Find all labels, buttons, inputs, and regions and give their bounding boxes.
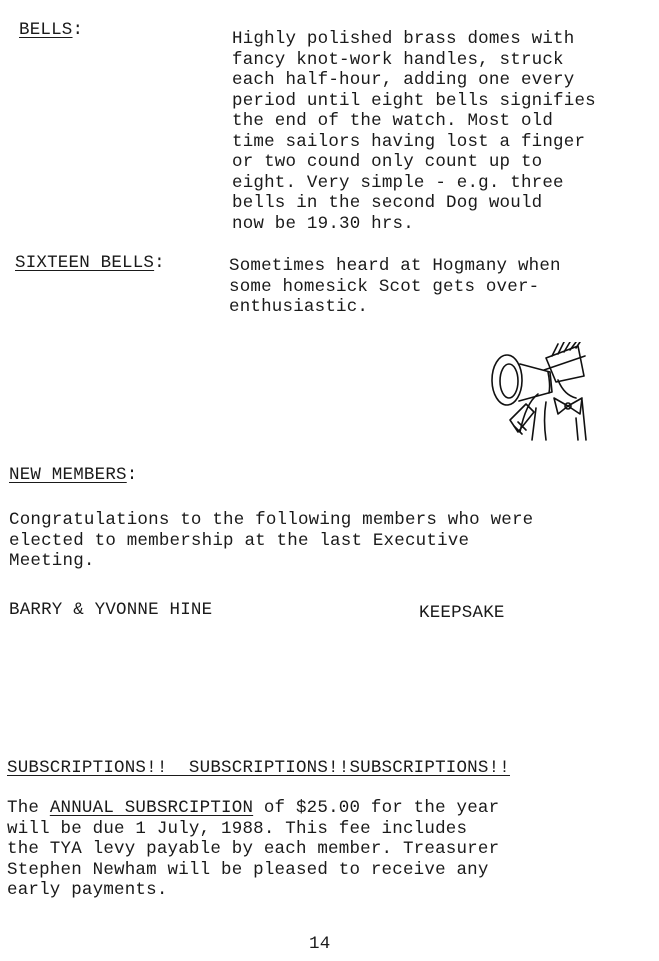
bells-heading-colon: : — [72, 20, 84, 40]
cartoon-bugler-icon — [486, 342, 592, 442]
subscriptions-text-prefix: The — [7, 798, 50, 818]
sixteen-bells-heading-text: SIXTEEN BELLS — [15, 253, 155, 273]
sixteen-bells-definition: Sometimes heard at Hogmany when some homesick Scot gets over- enthusiastic. — [229, 256, 561, 317]
bells-heading — [19, 20, 83, 41]
sixteen-bells-heading-colon: : — [154, 253, 165, 273]
new-members-heading-colon: : — [126, 465, 138, 485]
annual-subscription-term: ANNUAL SUBSRCIPTION — [49, 798, 254, 818]
subscriptions-notice — [7, 798, 499, 901]
member-name: BARRY & YVONNE HINE — [9, 600, 213, 620]
bells-definition: Highly polished brass domes with fancy knot-work handles, struck each half-hour, adding one every period until eight bells signifies the end of the watch. Most old time sailors having lost a finger or two cound only count up to eight. Very simple - e.g. three bells in the second Dog would now be 19.30 hrs. — [232, 29, 596, 234]
new-members-heading-text: NEW MEMBERS — [9, 465, 127, 485]
sixteen-bells-heading — [15, 253, 165, 274]
new-members-intro: Congratulations to the following members who were elected to membership at the last Executive Meeting. — [9, 510, 534, 571]
subscriptions-text-rest: of $25.00 for the year will be due 1 July, 1988. This fee includes the TYA levy payable by each member. Treasurer Stephen Newham will be pleased to receive any early payments. — [7, 798, 500, 900]
page-number: 14 — [309, 934, 331, 954]
member-boat-name: KEEPSAKE — [419, 603, 505, 623]
new-members-heading — [9, 465, 137, 486]
subscriptions-heading: SUBSCRIPTIONS!! SUBSCRIPTIONS!!SUBSCRIPTIONS!! — [7, 758, 510, 778]
bells-heading-text: BELLS — [19, 20, 73, 40]
